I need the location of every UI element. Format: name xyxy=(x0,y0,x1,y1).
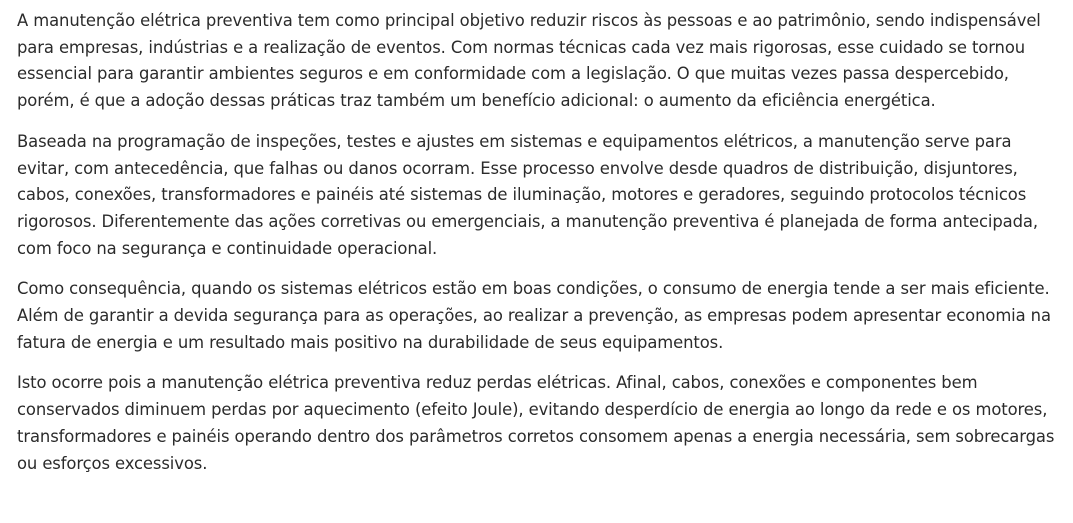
article-body xyxy=(17,8,1067,491)
paragraph-process: Baseada na programação de inspeções, testes e ajustes em sistemas e equipamentos elétricos, a manutenção serve para evitar, com antecedência, que falhas ou danos ocorram. Esse processo envolve desde quadros de distribuição, disjuntores, cabos, conexões, transformadores e painéis até sistemas de iluminação, motores e geradores, seguindo protocolos técnicos rigorosos. Diferentemente das ações corretivas ou emergenciais, a manutenção preventiva é planejada de forma antecipada, com foco na segurança e continuidade operacional. xyxy=(17,131,1038,258)
paragraph-consequence: Como consequência, quando os sistemas elétricos estão em boas condições, o consumo de energia tende a ser mais eficiente. Além de garantir a devida segurança para as operações, ao realizar a prevenção, as empresas podem apresentar economia na fatura de energia e um resultado mais positivo na durabilidade de seus equipamentos. xyxy=(17,279,1051,352)
paragraph-intro: A manutenção elétrica preventiva tem como principal objetivo reduzir riscos às pessoas e ao patrimônio, sendo indispensável para empresas, indústrias e a realização de eventos. Com normas técnicas cada vez mais rigorosas, esse cuidado se tornou essencial para garantir ambientes seguros e em conformidade com a legislação. O que muitas vezes passa despercebido, porém, é que a adoção dessas práticas traz também um benefício adicional: o aumento da eficiência energética. xyxy=(17,11,1041,111)
paragraph-explanation: Isto ocorre pois a manutenção elétrica preventiva reduz perdas elétricas. Afinal, cabos, conexões e componentes bem conservados diminuem perdas por aquecimento (efeito Joule), evitando desperdício de energia ao longo da rede e os motores, transformadores e painéis operando dentro dos parâmetros corretos consomem apenas a energia necessária, sem sobrecargas ou esforços excessivos. xyxy=(17,373,1055,473)
